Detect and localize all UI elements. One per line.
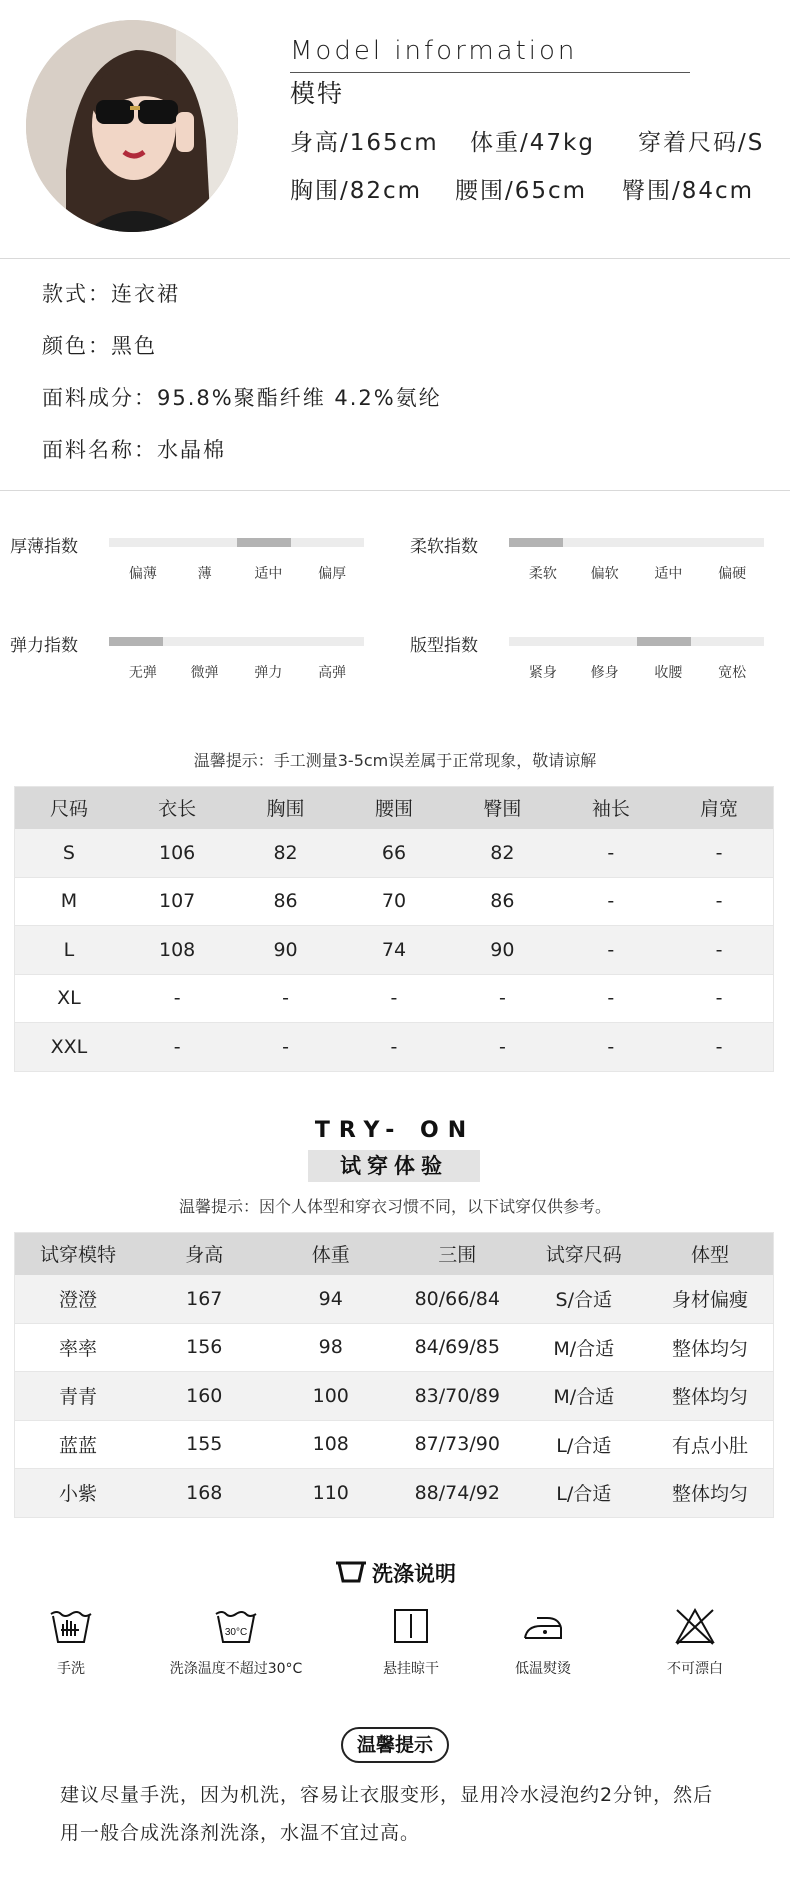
- table-cell: -: [557, 877, 665, 926]
- index-option: 偏硬: [718, 566, 747, 582]
- table-cell: -: [123, 1023, 231, 1072]
- tryon-row: [15, 1372, 774, 1421]
- table-cell: 身材偏瘦: [647, 1275, 774, 1324]
- size-table: [14, 786, 774, 1072]
- table-cell: L: [15, 926, 123, 975]
- table-cell: 108: [123, 926, 231, 975]
- attr-fabric: 面料名称：水晶棉: [42, 438, 226, 462]
- index-option: 微弹: [190, 665, 219, 681]
- index-option: 偏软: [590, 566, 619, 582]
- table-cell: S/合适: [521, 1275, 648, 1324]
- index-option: 弹力: [254, 665, 283, 681]
- column-header: 体重: [268, 1233, 395, 1275]
- table-cell: 88/74/92: [394, 1469, 521, 1518]
- index-label: 弹力指数: [10, 636, 78, 656]
- attr-color: 颜色：黑色: [42, 334, 157, 358]
- attr-composition: 面料成分：95.8%聚酯纤维 4.2%氨纶: [42, 386, 442, 410]
- size-row: [15, 829, 774, 878]
- table-cell: 率率: [15, 1323, 142, 1372]
- column-header: 衣长: [123, 787, 231, 829]
- table-cell: 70: [340, 877, 448, 926]
- table-cell: 168: [141, 1469, 268, 1518]
- divider: [0, 490, 790, 491]
- wash-temp-text: 30°C: [224, 1627, 248, 1638]
- table-cell: 86: [231, 877, 339, 926]
- table-cell: 82: [231, 829, 339, 878]
- table-cell: 80/66/84: [394, 1275, 521, 1324]
- column-header: 袖长: [557, 787, 665, 829]
- tryon-subtitle: 试穿体验: [308, 1150, 480, 1182]
- wash-item-30c: [146, 1606, 326, 1678]
- table-cell: -: [665, 1023, 773, 1072]
- wash-label: 悬挂晾干: [383, 1661, 439, 1677]
- table-cell: 74: [340, 926, 448, 975]
- column-header: 试穿模特: [15, 1233, 142, 1275]
- washing-header: [0, 1558, 790, 1588]
- column-header: 肩宽: [665, 787, 773, 829]
- table-cell: -: [665, 829, 773, 878]
- index-selected-segment: [637, 637, 691, 646]
- table-cell: 155: [141, 1420, 268, 1469]
- column-header: 腰围: [340, 787, 448, 829]
- index-option: 薄: [197, 566, 212, 582]
- model-hip: 臀围/84cm: [622, 178, 755, 204]
- table-cell: -: [340, 1023, 448, 1072]
- table-cell: 青青: [15, 1372, 142, 1421]
- tryon-row: [15, 1420, 774, 1469]
- model-avatar: [26, 20, 238, 232]
- wash-label: 低温熨烫: [515, 1661, 571, 1677]
- model-weight: 体重/47kg: [470, 130, 595, 156]
- table-cell: M: [15, 877, 123, 926]
- table-cell: -: [557, 1023, 665, 1072]
- size-row: [15, 926, 774, 975]
- table-cell: -: [448, 974, 556, 1023]
- table-cell: 蓝蓝: [15, 1420, 142, 1469]
- model-info-section: [0, 0, 790, 258]
- wash-label: 洗涤温度不超过30°C: [169, 1661, 303, 1677]
- model-title-rule: [290, 72, 690, 73]
- model-title-cn: 模特: [290, 79, 345, 108]
- index-track: [509, 637, 764, 646]
- index-track: [109, 637, 364, 646]
- index-track: [509, 538, 764, 547]
- table-cell: -: [231, 1023, 339, 1072]
- table-cell: -: [665, 926, 773, 975]
- table-cell: 有点小肚: [647, 1420, 774, 1469]
- wash-item-iron: [468, 1606, 618, 1678]
- index-option: 修身: [590, 665, 619, 681]
- table-cell: S: [15, 829, 123, 878]
- table-cell: -: [123, 974, 231, 1023]
- index-selected-segment: [237, 538, 291, 547]
- tips-line-2: 用一般合成洗涤剂洗涤，水温不宜过高。: [60, 1822, 421, 1844]
- wash-item-bleach: [620, 1606, 770, 1678]
- table-cell: 整体均匀: [647, 1469, 774, 1518]
- table-cell: 小紫: [15, 1469, 142, 1518]
- index-option: 偏薄: [128, 566, 157, 582]
- index-option: 高弹: [318, 665, 347, 681]
- index-label: 厚薄指数: [10, 537, 78, 557]
- divider: [0, 258, 790, 259]
- table-cell: 156: [141, 1323, 268, 1372]
- table-cell: 107: [123, 877, 231, 926]
- column-header: 尺码: [15, 787, 123, 829]
- size-row: [15, 1023, 774, 1072]
- column-header: 试穿尺码: [521, 1233, 648, 1275]
- wash-basin-icon: [334, 1559, 368, 1585]
- column-header: 胸围: [231, 787, 339, 829]
- index-option: 收腰: [654, 665, 683, 681]
- table-cell: 86: [448, 877, 556, 926]
- model-photo: [26, 20, 238, 232]
- model-size: 穿着尺码/S: [638, 130, 765, 156]
- table-cell: L/合适: [521, 1420, 648, 1469]
- table-cell: 整体均匀: [647, 1323, 774, 1372]
- index-label: 柔软指数: [410, 537, 478, 557]
- table-cell: -: [557, 829, 665, 878]
- table-cell: 94: [268, 1275, 395, 1324]
- no-bleach-icon: [673, 1606, 717, 1646]
- table-cell: 84/69/85: [394, 1323, 521, 1372]
- model-waist: 腰围/65cm: [455, 178, 588, 204]
- washing-title: 洗涤说明: [372, 1562, 456, 1586]
- table-cell: 98: [268, 1323, 395, 1372]
- model-title-en: Model information: [290, 36, 578, 66]
- index-selected-segment: [109, 637, 163, 646]
- tryon-row: [15, 1469, 774, 1518]
- table-cell: -: [557, 926, 665, 975]
- table-cell: 66: [340, 829, 448, 878]
- index-option: 适中: [254, 566, 283, 582]
- index-option: 宽松: [718, 665, 747, 681]
- table-cell: 90: [448, 926, 556, 975]
- tryon-row: [15, 1275, 774, 1324]
- table-cell: 110: [268, 1469, 395, 1518]
- size-note: 温馨提示：手工测量3-5cm误差属于正常现象，敬请谅解: [193, 751, 597, 770]
- table-cell: 82: [448, 829, 556, 878]
- table-cell: 90: [231, 926, 339, 975]
- index-option: 适中: [654, 566, 683, 582]
- table-cell: -: [448, 1023, 556, 1072]
- table-cell: 167: [141, 1275, 268, 1324]
- table-cell: 83/70/89: [394, 1372, 521, 1421]
- hand-wash-icon: [49, 1606, 93, 1646]
- table-cell: -: [557, 974, 665, 1023]
- tryon-note: 温馨提示：因个人体型和穿衣习惯不同，以下试穿仅供参考。: [178, 1197, 611, 1216]
- tryon-row: [15, 1323, 774, 1372]
- table-cell: 87/73/90: [394, 1420, 521, 1469]
- table-cell: -: [340, 974, 448, 1023]
- table-cell: M/合适: [521, 1372, 648, 1421]
- index-option: 柔软: [528, 566, 557, 582]
- tips-line-1: 建议尽量手洗，因为机洗，容易让衣服变形，显用冷水浸泡约2分钟，然后: [60, 1784, 714, 1806]
- table-cell: L/合适: [521, 1469, 648, 1518]
- table-cell: 160: [141, 1372, 268, 1421]
- column-header: 三围: [394, 1233, 521, 1275]
- wash-label: 手洗: [57, 1661, 85, 1677]
- table-cell: -: [665, 974, 773, 1023]
- hang-dry-icon: [391, 1606, 431, 1646]
- index-option: 无弹: [128, 665, 157, 681]
- table-cell: -: [665, 877, 773, 926]
- index-option: 偏厚: [318, 566, 347, 582]
- size-row: [15, 974, 774, 1023]
- table-cell: 整体均匀: [647, 1372, 774, 1421]
- tryon-title: TRY- ON: [314, 1118, 476, 1143]
- table-cell: M/合适: [521, 1323, 648, 1372]
- model-height: 身高/165cm: [290, 130, 439, 156]
- column-header: 体型: [647, 1233, 774, 1275]
- table-cell: XL: [15, 974, 123, 1023]
- wash-label: 不可漂白: [667, 1661, 723, 1677]
- wash-item-hand: [0, 1606, 146, 1678]
- column-header: 身高: [141, 1233, 268, 1275]
- table-cell: 100: [268, 1372, 395, 1421]
- index-option: 紧身: [528, 665, 557, 681]
- tryon-table-header: [15, 1233, 774, 1275]
- wash-30c-icon: [214, 1606, 258, 1646]
- size-row: [15, 877, 774, 926]
- table-cell: 澄澄: [15, 1275, 142, 1324]
- wash-item-hang: [336, 1606, 486, 1678]
- tips-title: 温馨提示: [341, 1727, 449, 1763]
- low-iron-icon: [521, 1606, 565, 1646]
- attr-style: 款式：连衣裙: [42, 282, 180, 306]
- index-label: 版型指数: [410, 636, 478, 656]
- index-track: [109, 538, 364, 547]
- index-selected-segment: [509, 538, 563, 547]
- table-cell: 106: [123, 829, 231, 878]
- column-header: 臀围: [448, 787, 556, 829]
- table-cell: XXL: [15, 1023, 123, 1072]
- table-cell: 108: [268, 1420, 395, 1469]
- tryon-table: [14, 1232, 774, 1518]
- size-table-header: [15, 787, 774, 829]
- table-cell: -: [231, 974, 339, 1023]
- model-bust: 胸围/82cm: [290, 178, 423, 204]
